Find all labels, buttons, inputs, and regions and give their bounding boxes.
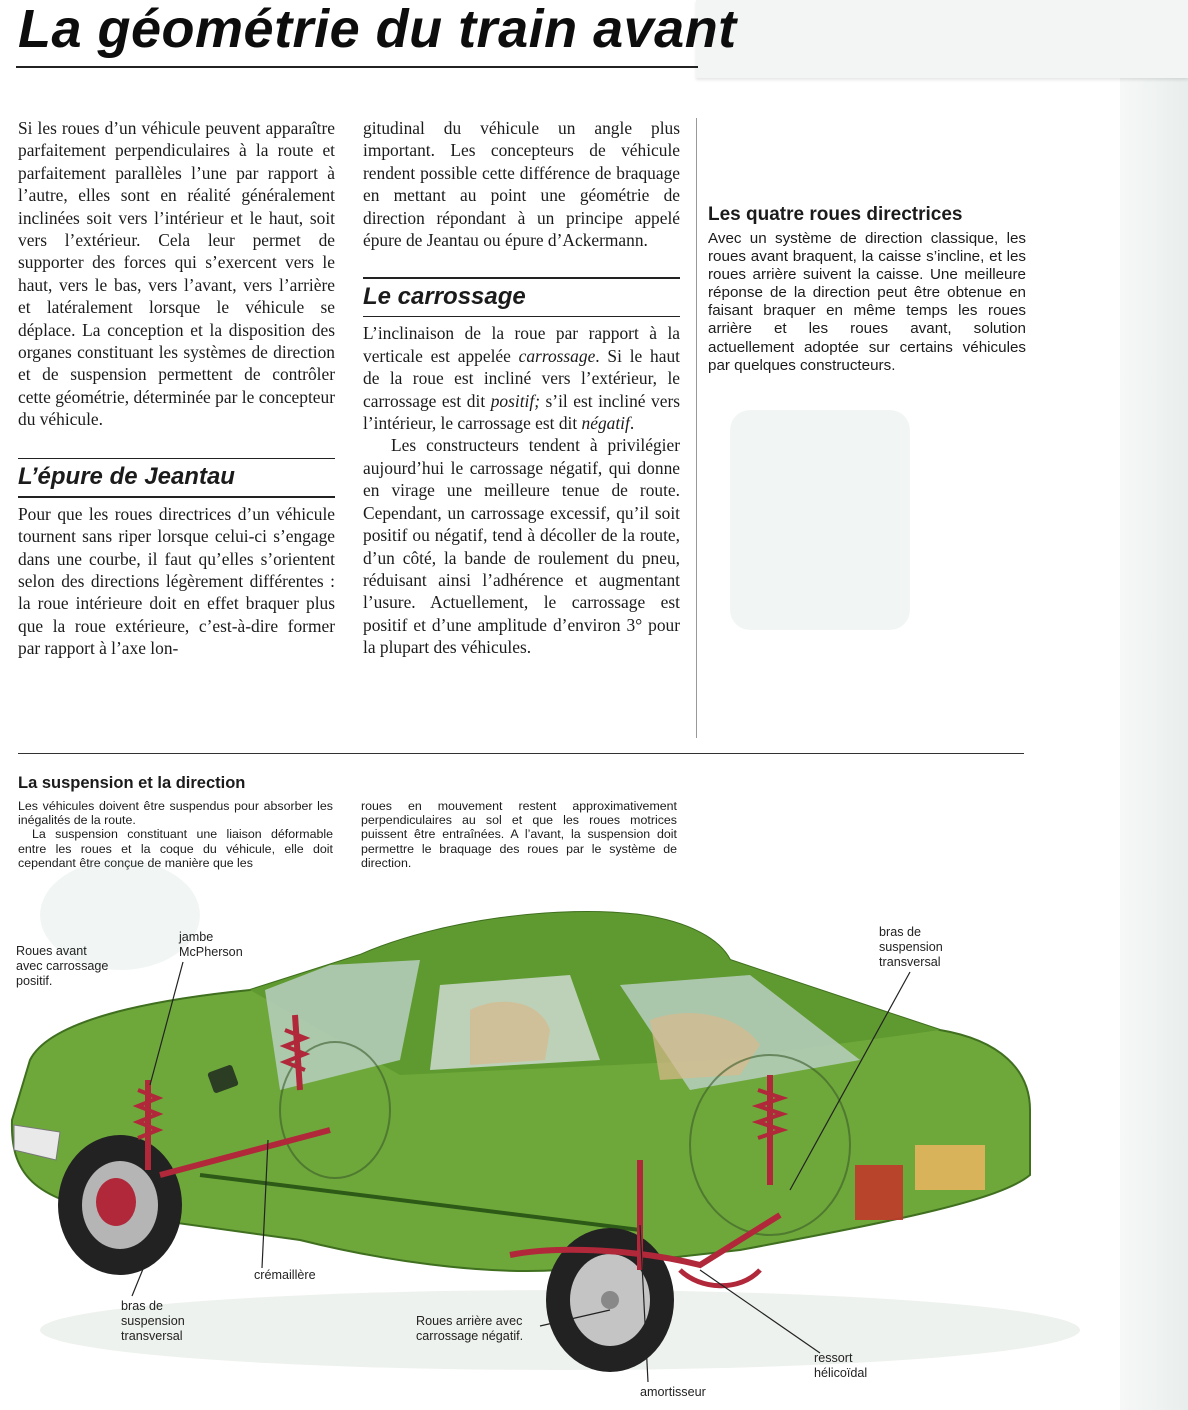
caption-paragraph: La suspension constituant une liaison déformable entre les roues et la coque du véhicule, elle doit cependant être conçue de manière que les — [18, 827, 333, 870]
page-title: La géométrie du train avant — [18, 0, 737, 59]
carrossage-paragraph-2: Les constructeurs tendent à privilégier aujourd’hui le carrossage négatif, qui donne en virage une meilleure tenue de route. Cependant, un carrossage excessif, qu’il soit positif ou négatif, tend à décoller de la route, d’un côté, la bande de roulement du pneu, réduisant ainsi l’adhérence et augmentant l’usure. Actuellement, le carrossage est positif et d’une amplitude d’environ 3° pour la plupart des véhicules. — [363, 435, 680, 658]
label-rear-camber: Roues arrière avec carrossage négatif. — [416, 1314, 524, 1343]
label-front-suspension-arm: bras de suspension transversal — [121, 1299, 185, 1343]
jeantau-paragraph: Pour que les roues directrices d’un véhicule tournent sans riper lorsque celui-ci s’engage dans une courbe, il faut qu’elles s’orientent selon des directions légèrement différentes : la roue intérieure doit en effet braquer plus que la roue extérieure, c’est-à-dire former par rapport à l’axe lon- — [18, 503, 335, 659]
section-heading-carrossage: Le carrossage — [363, 282, 526, 310]
label-shock-absorber: amortisseur — [640, 1385, 706, 1399]
sidebar-title: Les quatre roues directrices — [708, 204, 963, 225]
section-rule — [363, 316, 680, 318]
label-coil-spring: ressort hélicoïdal — [814, 1351, 868, 1380]
front-wheel — [58, 1135, 182, 1275]
label-front-camber: Roues avant avec carrossage positif. — [16, 944, 109, 988]
section-rule — [18, 458, 335, 460]
jeantau-continued: gitudinal du véhicule un angle plus important. Les concepteurs de véhicule rendent possible cette différence de braquage en mettant au point une géométrie de direction répondant à un principe appelé épure de Jeantau ou épure d’Ackermann. — [363, 118, 680, 251]
caption-left — [18, 799, 333, 870]
label-rear-suspension-arm: bras de suspension transversal — [879, 925, 943, 969]
label-rack: crémaillère — [254, 1268, 316, 1282]
license-plate — [915, 1145, 985, 1190]
illustration-title: La suspension et la direction — [18, 774, 246, 792]
tail-light — [855, 1165, 903, 1220]
column-divider — [696, 118, 697, 738]
section-rule — [18, 496, 335, 498]
intro-paragraph: Si les roues d’un véhicule peuvent apparaître parfaitement perpendiculaires à la route et parfaitement parallèles l’une par rapport à l’autre, elles sont en réalité généralement inclinées soit vers l’intérieur et le haut, soit vers l’extérieur. Cela leur permet de supporter des forces qui s’exercent vers le haut, vers le bas, vers l’avant, vers l’arrière et latéralement lorsque le véhicule se déplace. La conception et la disposition des organes constituant les systèmes de direction et de suspension permettent de contrôler cette géométrie, déterminée par le concepteur du véhicule. — [18, 118, 335, 430]
carrossage-paragraph-1: L’inclinaison de la roue par rapport à la verticale est appelée carrossage. Si le haut de la roue est incliné vers l’extérieur, le carrossage est dit positif; s’il est incliné vers l’intérieur, le carrossage est dit négatif. — [363, 323, 680, 434]
section-heading-jeantau: L’épure de Jeantau — [18, 463, 235, 491]
page-edge — [1120, 0, 1188, 1410]
sidebar-text: Avec un système de direction classique, les roues avant braquent, la caisse s’incline, et les roues arrière suivent la caisse. Une meilleure réponse de la direction peut être obtenue en faisant braquer en même temps les roues arrière et les roues avant, solution actuellement adoptée sur certains véhicules par quelques constructeurs. — [708, 230, 1026, 374]
faded-background — [730, 410, 910, 630]
illustration-band-rule — [18, 753, 1024, 754]
title-rule — [16, 66, 698, 68]
title-overlay-strip — [696, 0, 1188, 78]
column-2 — [363, 117, 680, 659]
label-mcpherson: jambe McPherson — [179, 930, 243, 959]
section-rule — [363, 277, 680, 279]
column-1 — [18, 117, 335, 660]
caption-right: roues en mouvement restent approximativement perpendiculaires au sol et que les roues motrices puissent être entraînées. A l’avant, la suspension doit permettre le braquage des roues par le système de direction. — [361, 799, 677, 870]
caption-paragraph: Les véhicules doivent être suspendus pour absorber les inégalités de la route. — [18, 799, 333, 828]
